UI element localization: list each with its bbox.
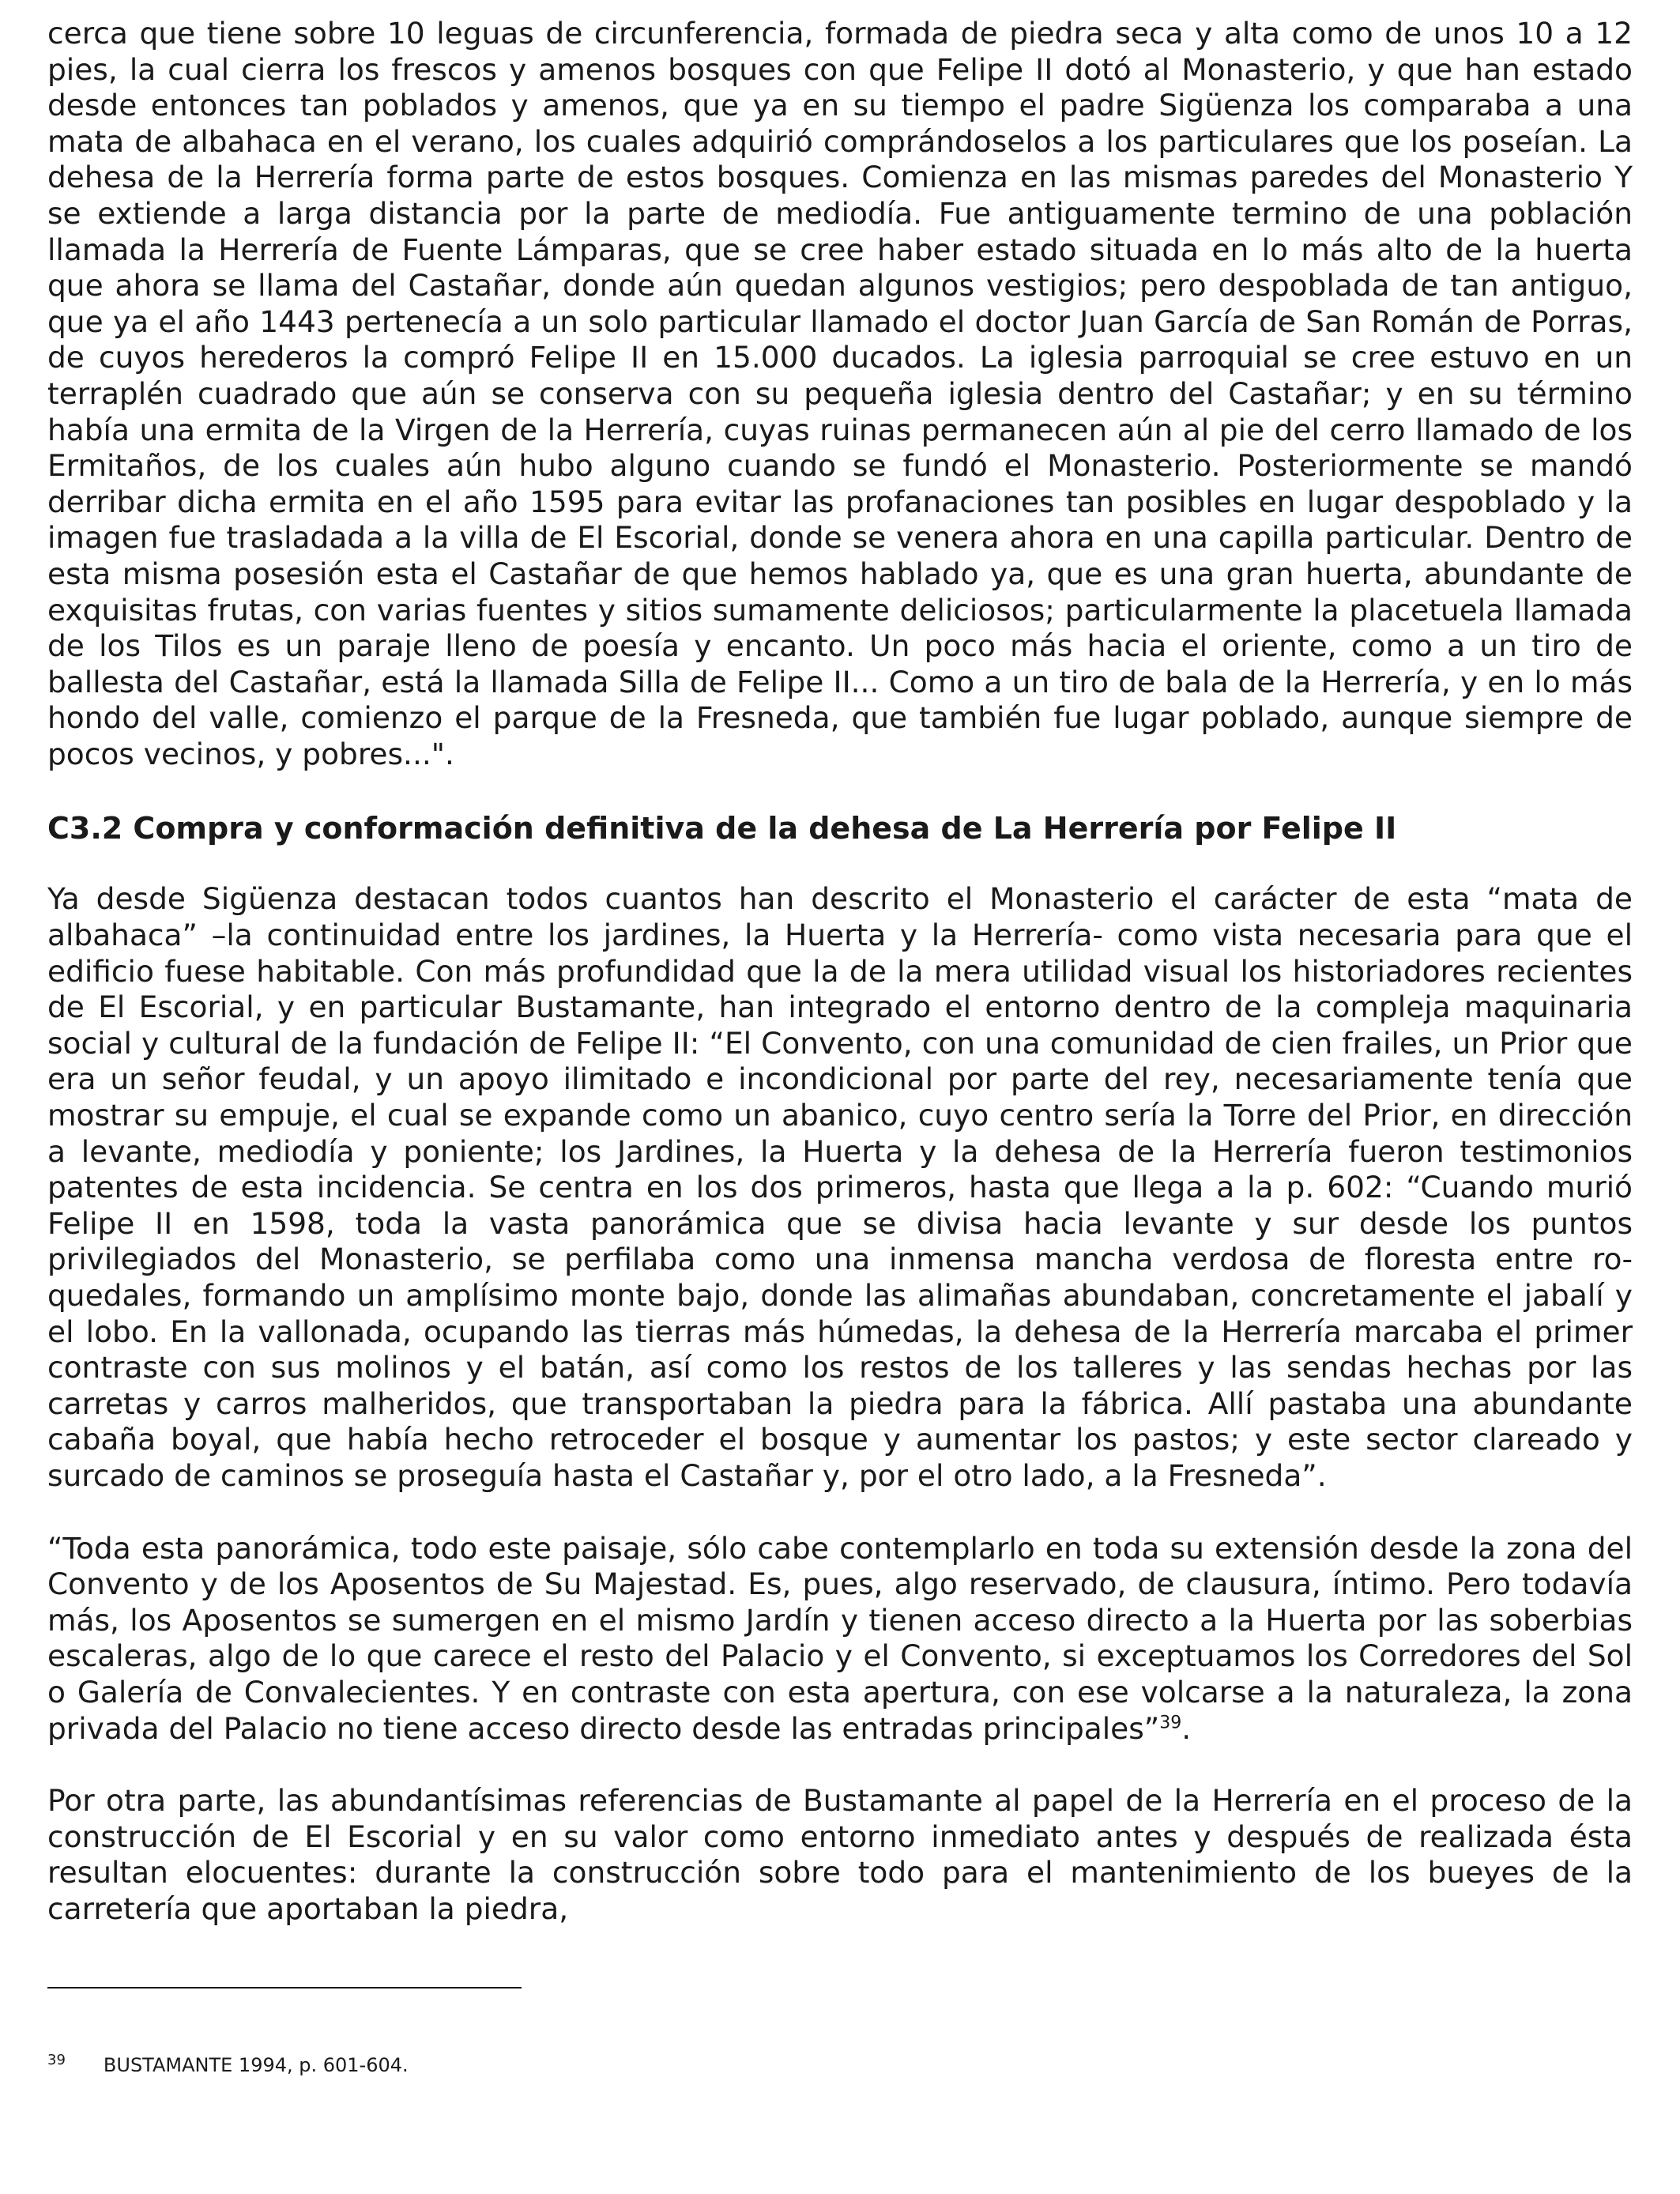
section-heading: C3.2 Compra y conformación definitiva de la dehesa de La Herrería por Felipe II <box>47 811 1397 846</box>
quotation-end: . <box>1181 1710 1192 1746</box>
body-paragraph-3 <box>47 1531 1633 1747</box>
footnote-number: 39 <box>47 2052 66 2068</box>
document-page <box>47 16 1633 1928</box>
quotation-text: “Toda esta panorámica, todo este paisaje, sólo cabe contemplarlo en toda su extensión desde la zona del Convento y de los Aposentos de Su Majestad. Es, pues, algo reservado, de clausura, íntimo. Pero todavía más, los Aposentos se sumergen en el mismo Jardín y tienen acceso directo a la Huerta por las soberbias escaleras, algo de lo que carece el resto del Palacio y el Convento, si exceptuamos los Corredores del Sol o Galería de Convalecientes. Y en contraste con esta apertura, con ese volcarse a la naturaleza, la zona privada del Palacio no tiene acceso directo desde las entradas principales” <box>47 1530 1633 1746</box>
footnote-separator <box>47 1987 522 1989</box>
body-paragraph-1: cerca que tiene sobre 10 leguas de circunferencia, formada de piedra seca y alta como de unos 10 a 12 pies, la cual cierra los frescos y amenos bosques con que Felipe II dotó al Monasterio, y que han estado desde entonces tan poblados y amenos, que ya en su tiempo el padre Sigüenza los comparaba a una mata de albahaca en el verano, los cuales adquirió comprándoselos a los particulares que los poseían. La dehesa de la Herrería forma parte de estos bosques. Comienza en las mismas paredes del Monasterio Y se extiende a larga distancia por la parte de mediodía. Fue antiguamente termino de una población llamada la Herrería de Fuente Lámparas, que se cree haber estado situada en lo más alto de la huerta que ahora se llama del Castañar, donde aún quedan algunos vestigios; pero despoblada de tan antiguo, que ya el año 1443 pertenecía a un solo particular llamado el doctor Juan García de San Román de Porras, de cuyos herederos la compró Felipe II en 15.000 ducados. La iglesia parroquial se cree estuvo en un terraplén cuadrado que aún se conserva con su pequeña iglesia dentro del Castañar; y en su término había una ermita de la Virgen de la Herrería, cuyas ruinas permanecen aún al pie del cerro llamado de los Ermitaños, de los cuales aún hubo alguno cuando se fundó el Monasterio. Posteriormente se mandó derribar dicha ermita en el año 1595 para evitar las profanaciones tan posibles en lugar despoblado y la imagen fue trasladada a la villa de El Escorial, donde se venera ahora en una capilla particular. Dentro de esta misma posesión esta el Castañar de que hemos hablado ya, que es una gran huerta, abundante de exquisitas frutas, con varias fuentes y sitios sumamente deliciosos; particularmente la placetuela llamada de los Tilos es un paraje lleno de poesía y encanto. Un poco más hacia el oriente, como a un tiro de ballesta del Castañar, está la llamada Silla de Felipe II... Como a un tiro de bala de la Herrería, y en lo más hondo del valle, comienzo el parque de la Fresneda, que también fue lugar poblado, aunque siempre de pocos vecinos, y pobres...". <box>47 16 1633 771</box>
footnote-text: BUSTAMANTE 1994, p. 601-604. <box>103 2054 409 2076</box>
body-paragraph-4: Por otra parte, las abundantísimas referencias de Bustamante al papel de la Herrería en el proceso de la construcción de El Escorial y en su valor como entorno inmediato antes y después de realizada ésta resultan elocuentes: durante la construcción sobre todo para el mantenimiento de los bueyes de la carretería que aportaban la piedra, <box>47 1783 1633 1926</box>
footnote <box>47 2053 409 2077</box>
footnote-reference[interactable]: 39 <box>1159 1713 1182 1733</box>
body-paragraph-2: Ya desde Sigüenza destacan todos cuantos han descrito el Monasterio el carácter de esta “mata de albahaca” –la continuidad entre los jardines, la Huerta y la Herrería- como vista necesaria para que el edificio fuese habitable. Con más profundidad que la de la mera utilidad visual los historiadores recientes de El Escorial, y en particular Bustamante, han integrado el entorno dentro de la compleja maquinaria social y cultural de la fundación de Felipe II: “El Convento, con una comunidad de cien frailes, un Prior que era un señor feudal, y un apoyo ilimitado e incondicional por parte del rey, necesariamente tenía que mostrar su empuje, el cual se expande como un abanico, cuyo centro sería la Torre del Prior, en dirección a levante, mediodía y poniente; los Jardines, la Huerta y la dehesa de la Herrería fueron testimonios patentes de esta incidencia. Se centra en los dos primeros, hasta que llega a la p. 602: “Cuando murió Felipe II en 1598, toda la vasta panorámica que se divisa hacia levante y sur desde los puntos privilegiados del Monasterio, se perfilaba como una inmensa mancha verdosa de floresta entre roquedales, formando un amplísimo monte bajo, donde las alimañas abundaban, concretamente el jabalí y el lobo. En la vallonada, ocupando las tierras más húmedas, la dehesa de la Herrería marcaba el primer contraste con sus molinos y el batán, así como los restos de los talleres y las sendas hechas por las carretas y carros malheridos, que transportaban la piedra para la fábrica. Allí pastaba una abundante cabaña boyal, que había hecho retroceder el bosque y aumentar los pastos; y este sector clareado y surcado de caminos se proseguía hasta el Castañar y, por el otro lado, a la Fresneda”. <box>47 881 1633 1493</box>
